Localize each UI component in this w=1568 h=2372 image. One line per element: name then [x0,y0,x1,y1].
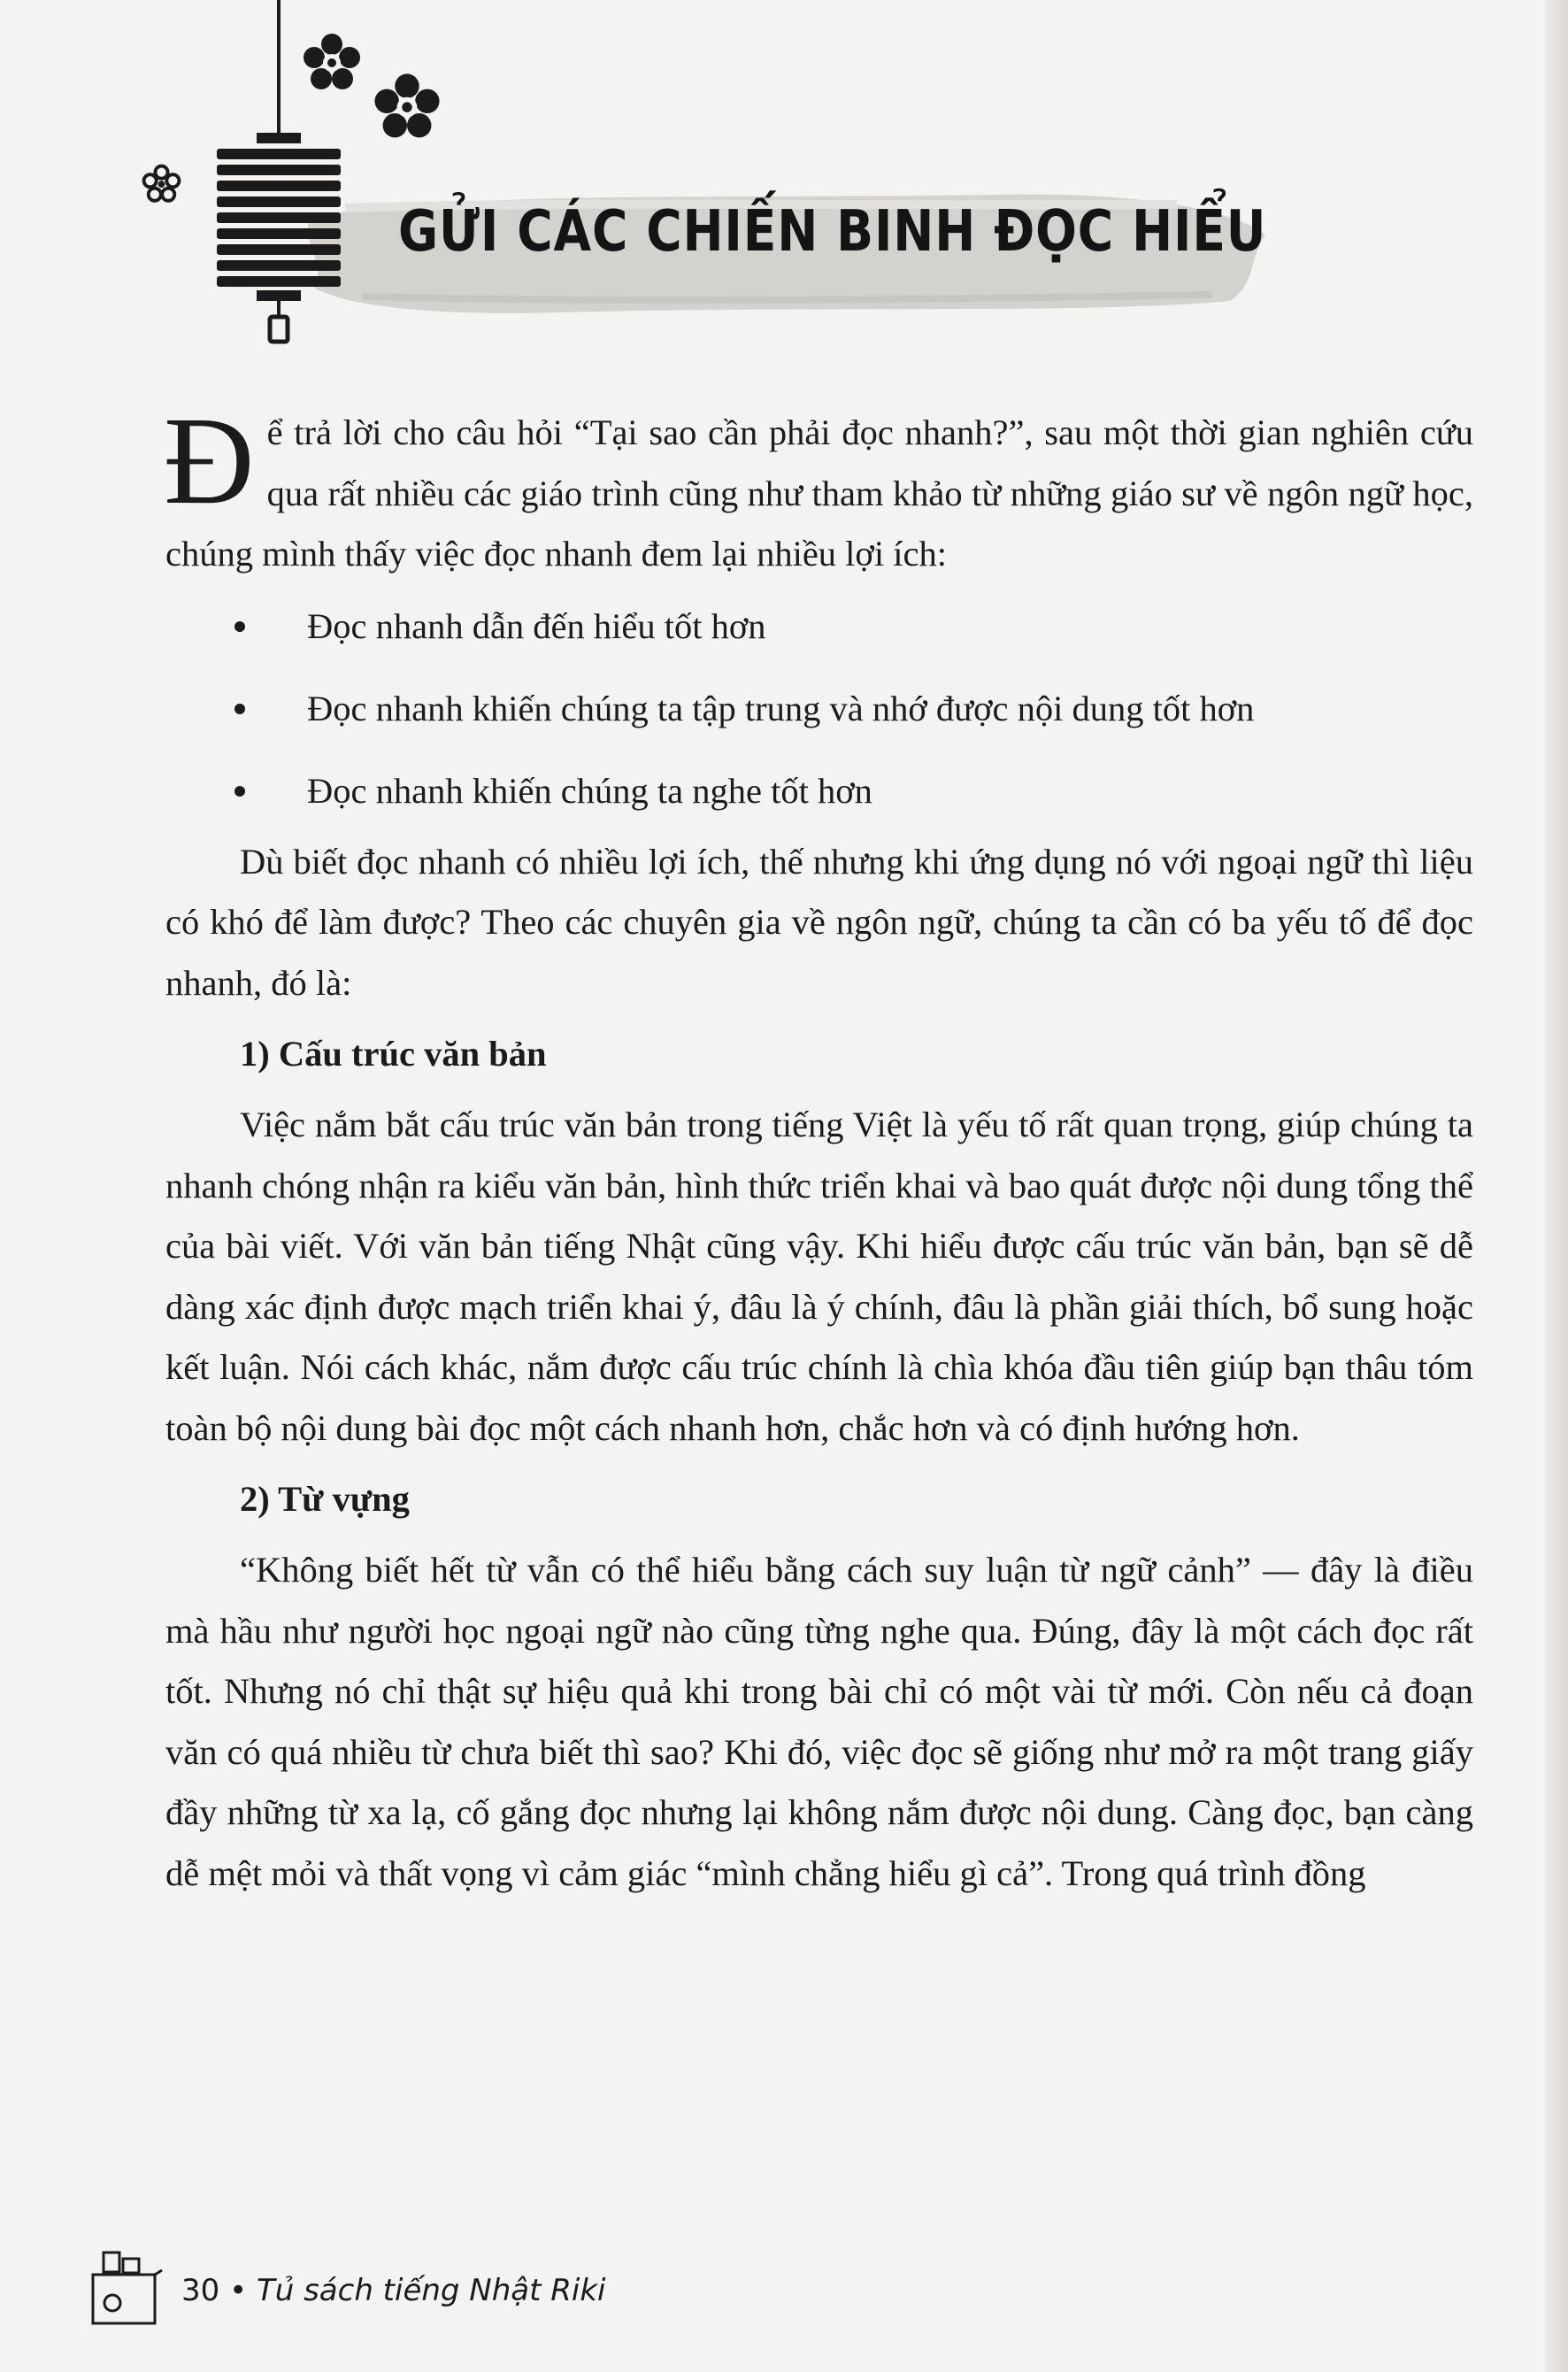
page-number: 30 [181,2273,220,2308]
intro-text: ể trả lời cho câu hỏi “Tại sao cần phải đọc nhanh?”, sau một thời gian nghiên cứu qua rất nhiều các giáo trình cũng như tham khảo từ những giáo sư về ngôn ngữ học, chúng mình thấy việc đọc nhanh đem lại nhiều lợi ích: [165,412,1473,574]
bullet-icon [234,621,245,632]
footer-separator: • [229,2273,248,2308]
list-item: Đọc nhanh khiến chúng ta nghe tốt hơn [165,750,1473,832]
bullet-icon [234,704,245,714]
paragraph: Dù biết đọc nhanh có nhiều lợi ích, thế nhưng khi ứng dụng nó với ngoại ngữ thì liệu có khó để làm được? Theo các chuyên gia về ngôn ngữ, chúng ta cần có ba yếu tố để đọc nhanh, đó là: [165,841,1473,1003]
bullet-icon [234,786,245,797]
page-title: GỬI CÁC CHIẾN BINH ĐỌC HIỂU [398,199,1267,265]
benefits-list [165,585,1473,832]
bag-logo-icon [84,2248,164,2328]
intro-paragraph [164,390,1473,585]
page-edge [1545,0,1568,2372]
list-item: Đọc nhanh dẫn đến hiểu tốt hơn [165,585,1473,667]
flower-icon [372,71,442,142]
drop-cap: Đ [164,390,255,530]
body-text [164,390,1473,1904]
flower-icon [142,164,181,204]
flower-icon [301,31,363,93]
section-heading: 2) Từ vựng [240,1479,410,1519]
list-item: Đọc nhanh khiến chúng ta tập trung và nhớ được nội dung tốt hơn [165,667,1473,750]
section-heading: 1) Cấu trúc văn bản [240,1034,547,1074]
paragraph: “Không biết hết từ vẫn có thể hiểu bằng cách suy luận từ ngữ cảnh” — đây là điều mà hầu như người học ngoại ngữ nào cũng từng nghe qua. Đúng, đây là một cách đọc rất tốt. Nhưng nó chỉ thật sự hiệu quả khi trong bài chỉ có một vài từ mới. Còn nếu cả đoạn văn có quá nhiều từ chưa biết thì sao? Khi đó, việc đọc sẽ giống như mở ra một trang giấy đầy những từ xa lạ, cố gắng đọc nhưng lại không nắm được nội dung. Càng đọc, bạn càng dễ mệt mỏi và thất vọng vì cảm giác “mình chẳng hiểu gì cả”. Trong quá trình đồng [165,1550,1473,1893]
book-title: Tủ sách tiếng Nhật Riki [256,2273,606,2308]
footer [181,2273,605,2308]
paragraph: Việc nắm bắt cấu trúc văn bản trong tiếng Việt là yếu tố rất quan trọng, giúp chúng ta nhanh chóng nhận ra kiểu văn bản, hình thức triển khai và bao quát được nội dung tổng thể của bài viết. Với văn bản tiếng Nhật cũng vậy. Khi hiểu được cấu trúc văn bản, bạn sẽ dễ dàng xác định được mạch triển khai ý, đâu là ý chính, đâu là phần giải thích, bổ sung hoặc kết luận. Nói cách khác, nắm được cấu trúc chính là chìa khóa đầu tiên giúp bạn thâu tóm toàn bộ nội dung bài đọc một cách nhanh hơn, chắc hơn và có định hướng hơn. [165,1105,1473,1448]
